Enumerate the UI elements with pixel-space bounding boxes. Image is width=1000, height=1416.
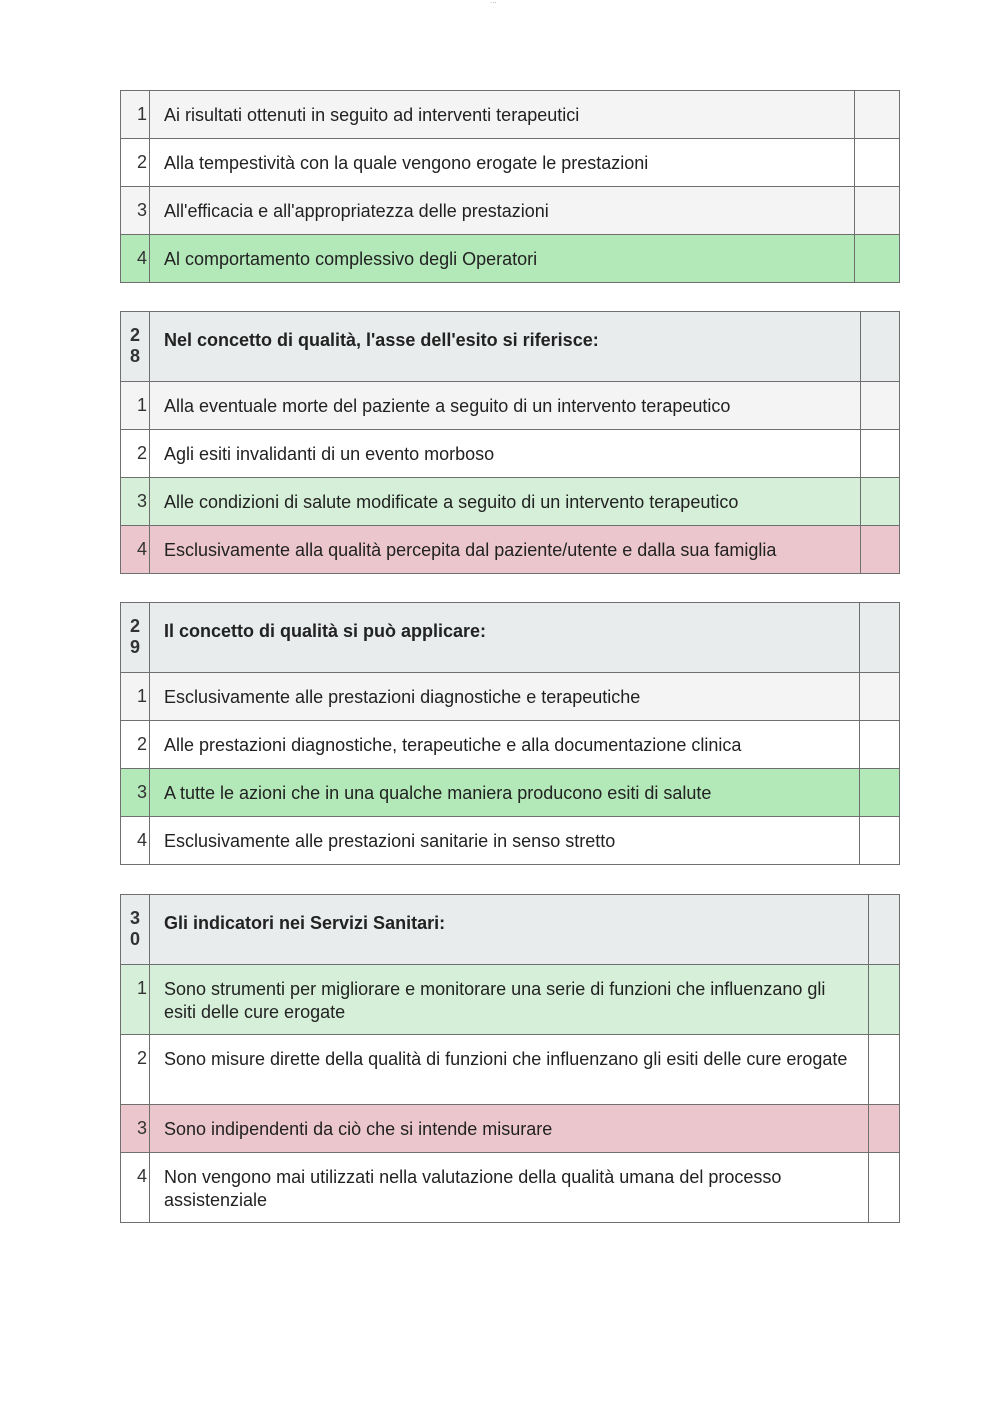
question-number-digit: 0: [129, 929, 140, 949]
answer-text: Esclusivamente alle prestazioni diagnostiche e terapeutiche: [150, 673, 860, 721]
answer-mark-cell: [860, 721, 900, 769]
answer-text: A tutte le azioni che in una qualche maniera producono esiti di salute: [150, 769, 860, 817]
answer-mark-cell: [860, 769, 900, 817]
answer-number: 4: [121, 1153, 150, 1223]
question-block-28: [120, 311, 900, 574]
question-number: [121, 603, 150, 673]
answer-text: Alla tempestività con la quale vengono erogate le prestazioni: [150, 139, 855, 187]
question-number-digit: 9: [129, 637, 140, 657]
answer-row: [121, 721, 900, 769]
answer-row: [121, 430, 900, 478]
answer-text: Alle condizioni di salute modificate a seguito di un intervento terapeutico: [150, 478, 861, 526]
question-header: [121, 312, 900, 382]
answer-mark-cell: [869, 1105, 900, 1153]
answer-text: Ai risultati ottenuti in seguito ad interventi terapeutici: [150, 91, 855, 139]
page-marker: ...: [490, 0, 497, 5]
answer-text: Sono strumenti per migliorare e monitorare una serie di funzioni che influenzano gli esiti delle cure erogate: [150, 965, 869, 1035]
question-mark-cell: [869, 895, 900, 965]
answer-text: All'efficacia e all'appropriatezza delle prestazioni: [150, 187, 855, 235]
question-text: Gli indicatori nei Servizi Sanitari:: [150, 895, 869, 965]
question-mark-cell: [861, 312, 900, 382]
answer-mark-cell: [861, 478, 900, 526]
question-block-29: [120, 602, 900, 865]
question-block-30: [120, 894, 900, 1223]
question-number: [121, 312, 150, 382]
answer-number: 3: [121, 769, 150, 817]
question-text: Nel concetto di qualità, l'asse dell'esito si riferisce:: [150, 312, 861, 382]
question-header: [121, 603, 900, 673]
question-text: Il concetto di qualità si può applicare:: [150, 603, 860, 673]
answer-mark-cell: [861, 526, 900, 574]
answer-number: 3: [121, 478, 150, 526]
answer-number: 4: [121, 817, 150, 865]
question-number-digit: 2: [129, 616, 140, 636]
answer-number: 4: [121, 235, 150, 283]
answer-mark-cell: [861, 382, 900, 430]
answer-row: [121, 1153, 900, 1223]
answer-mark-cell: [855, 139, 900, 187]
answer-number: 2: [121, 721, 150, 769]
answer-text: Non vengono mai utilizzati nella valutazione della qualità umana del processo assistenziale: [150, 1153, 869, 1223]
question-number-digit: 2: [129, 325, 140, 345]
answer-row-wrong: [121, 1105, 900, 1153]
answer-row: [121, 817, 900, 865]
answer-row-correct: [121, 478, 900, 526]
answer-number: 3: [121, 187, 150, 235]
answer-text: Esclusivamente alla qualità percepita dal paziente/utente e dalla sua famiglia: [150, 526, 861, 574]
answer-row: [121, 382, 900, 430]
answer-number: 3: [121, 1105, 150, 1153]
answer-row-correct: [121, 769, 900, 817]
answer-text: Sono misure dirette della qualità di funzioni che influenzano gli esiti delle cure erogate: [150, 1035, 869, 1105]
answer-row: [121, 187, 900, 235]
question-number-digit: 3: [129, 908, 140, 928]
answer-number: 1: [121, 91, 150, 139]
answer-number: 1: [121, 673, 150, 721]
answer-mark-cell: [861, 430, 900, 478]
answer-row-correct: [121, 965, 900, 1035]
answer-row: [121, 91, 900, 139]
answer-mark-cell: [855, 91, 900, 139]
answer-number: 4: [121, 526, 150, 574]
answer-mark-cell: [855, 187, 900, 235]
question-mark-cell: [860, 603, 900, 673]
question-number-digit: 8: [129, 346, 140, 366]
answer-text: Al comportamento complessivo degli Operatori: [150, 235, 855, 283]
answer-text: Agli esiti invalidanti di un evento morboso: [150, 430, 861, 478]
answer-mark-cell: [869, 1153, 900, 1223]
answer-mark-cell: [869, 965, 900, 1035]
answer-mark-cell: [869, 1035, 900, 1105]
answer-number: 2: [121, 139, 150, 187]
answer-text: Alle prestazioni diagnostiche, terapeutiche e alla documentazione clinica: [150, 721, 860, 769]
answer-row: [121, 139, 900, 187]
answer-row-correct: [121, 235, 900, 283]
answer-row: [121, 673, 900, 721]
answer-row: [121, 1035, 900, 1105]
answer-mark-cell: [855, 235, 900, 283]
answer-number: 1: [121, 382, 150, 430]
answer-row-wrong: [121, 526, 900, 574]
question-block-27-answers: [120, 90, 900, 283]
answer-number: 1: [121, 965, 150, 1035]
question-header: [121, 895, 900, 965]
answer-number: 2: [121, 1035, 150, 1105]
answer-text: Alla eventuale morte del paziente a seguito di un intervento terapeutico: [150, 382, 861, 430]
answer-number: 2: [121, 430, 150, 478]
answer-text: Esclusivamente alle prestazioni sanitarie in senso stretto: [150, 817, 860, 865]
answer-mark-cell: [860, 673, 900, 721]
answer-text: Sono indipendenti da ciò che si intende misurare: [150, 1105, 869, 1153]
question-number: [121, 895, 150, 965]
answer-mark-cell: [860, 817, 900, 865]
